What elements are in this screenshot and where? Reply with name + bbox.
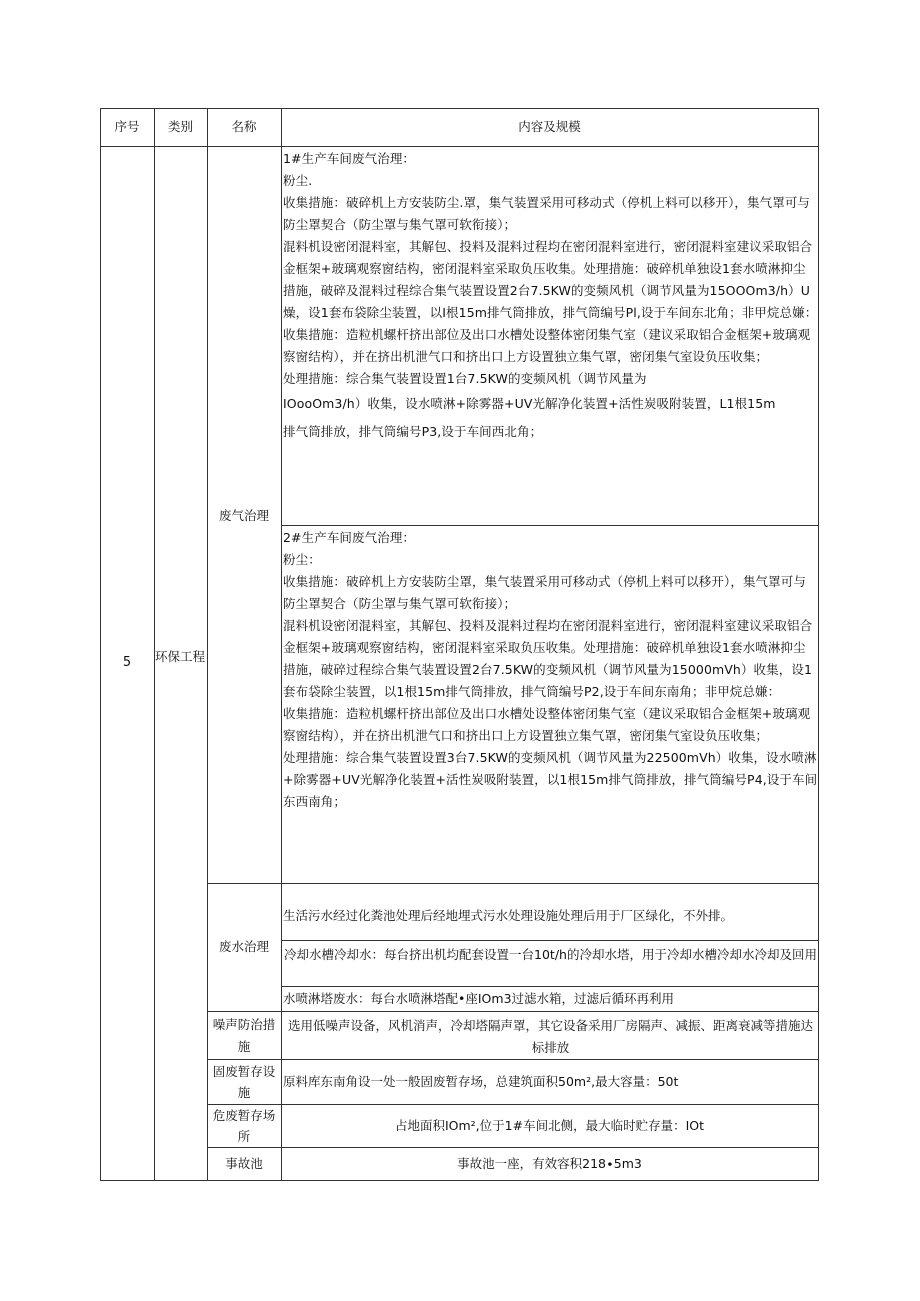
- waste-water-domestic: 生活污水经过化粪池处理后经地埋式污水处理设施处理后用于厂区绿化，不外排。: [283, 908, 734, 923]
- waste-gas-workshop1: [283, 148, 818, 446]
- ws2-line: 收集措施：造粒机螺杆挤出部位及出口水槽处设整体密闭集气室（建议采取铝合金框架+玻璃观察窗结构），并在挤出机泄气口和挤出口上方设置独立集气罩，密闭集气室设负压收集；: [283, 706, 811, 743]
- ws1-line: 1#生产车间废气治理：: [283, 151, 416, 166]
- header-content: 内容及规模: [518, 119, 581, 134]
- waste-water-spray: 水喷淋塔废水：每台水喷淋塔配•座IOm3过滤水箱，过滤后循环再利用: [283, 991, 675, 1006]
- ws2-line: 收集措施：破碎机上方安装防尘罩，集气装置采用可移动式（停机上料可以移开），集气罩可与防尘罩契合（防尘罩与集气罩可软衔接）；: [283, 574, 806, 611]
- row-seq: 5: [122, 655, 132, 670]
- accident-pool-content: 事故池一座，有效容积218∙5m3: [457, 1156, 642, 1171]
- ws2-line: 2#生产车间废气治理：: [283, 530, 416, 545]
- header-category: 类别: [167, 119, 193, 134]
- hazardous-name: 危废暂存场所: [212, 1108, 276, 1144]
- ws1-line: 混料机设密闭混料室，其解包、投料及混料过程均在密闭混料室进行，密闭混料室建议采取铝合金框架+玻璃观察窗结构，密闭混料室采取负压收集。处理措施：破碎机单独设1套水喷淋抑尘措施，破碎及混料过程综合集气装置设置2台7.5KW的变频风机（调节风量为15OOOm3∕h）U燥，设1套布袋除尘装置，以I根15m排气筒排放，排气筒编号Pl,设于车间东北角；非甲烷总嫌：: [283, 239, 818, 320]
- header-name: 名称: [231, 119, 257, 134]
- header-seq: 序号: [114, 119, 140, 134]
- accident-pool-name: 事故池: [225, 1156, 263, 1171]
- ws1-line: 收集措施：破碎机上方安装防尘.罩，集气装置采用可移动式（停机上料可以移开），集气罩可与防尘罩契合（防尘罩与集气罩可软衔接）；: [283, 195, 811, 232]
- ws1-line: 处理措施：综合集气装置设置1台7.5KW的变频风机（调节风量为: [283, 371, 647, 386]
- ws1-line: 粉尘.: [283, 173, 313, 188]
- ws1-line: IOooOm3∕h）收集，设水喷淋+除雾器+UV光解净化装置+活性炭吸附装置，L1根15m: [283, 396, 776, 411]
- noise-name: 噪声防治措施: [212, 1017, 276, 1054]
- ws1-line: 收集措施：造粒机螺杆挤出部位及出口水槽处设整体密闭集气室（建议采取铝合金框架+玻璃观察窗结构），并在挤出机泄气口和挤出口上方设置独立集气罩，密闭集气室设负压收集；: [283, 327, 811, 364]
- row-category: 环保工程: [155, 649, 206, 664]
- ws1-line: 排气筒排放，排气筒编号P3,设于车间西北角；: [283, 424, 543, 439]
- waste-water-name: 废水治理: [218, 939, 269, 954]
- solid-waste-name: 固废暂存设施: [212, 1064, 276, 1100]
- hazardous-content: 占地面积IOm²,位于1#车间北侧，最大临时贮存量：IOt: [394, 1118, 705, 1133]
- ws2-line: 混料机设密闭混料室，其解包、投料及混料过程均在密闭混料室进行，密闭混料室建议采取铝合金框架+玻璃观察窗结构，密闭混料室采取负压收集。处理措施：破碎机单独设1套水喷淋抑尘措施，破碎过程综合集气装置设置2台7.5KW的变频风机（调节风量为15000mVh）收集，设1套布袋除尘装置，以1根15m排气筒排放，排气筒编号P2,设于车间东南角；非甲烷总嫌：: [283, 618, 813, 699]
- waste-gas-name: 废气治理: [218, 508, 269, 523]
- waste-water-cooling: 冷却水槽冷却水：每台挤出机均配套设置一台10t∕h的冷却水塔，用于冷却水槽冷却水冷却及回用: [284, 947, 817, 962]
- solid-waste-content: 原料库东南角设一处一般固废暂存场，总建筑面积50m²,最大容量：50t: [283, 1074, 679, 1089]
- ws2-line: 处理措施：综合集气装置设置3台7.5KW的变频风机（调节风量为22500mVh）收集，设水喷淋+除雾器+UV光解净化装置+活性炭吸附装置，以1根15m排气筒排放，排气筒编号P4,设于车间东西南角；: [283, 750, 818, 809]
- waste-gas-workshop2: [283, 527, 818, 813]
- ws2-line: 粉尘：: [283, 552, 321, 567]
- noise-content: 选用低噪声设备，风机消声，冷却塔隔声罩，其它设备采用厂房隔声、减振、距离衰减等措施达标排放: [287, 1018, 813, 1055]
